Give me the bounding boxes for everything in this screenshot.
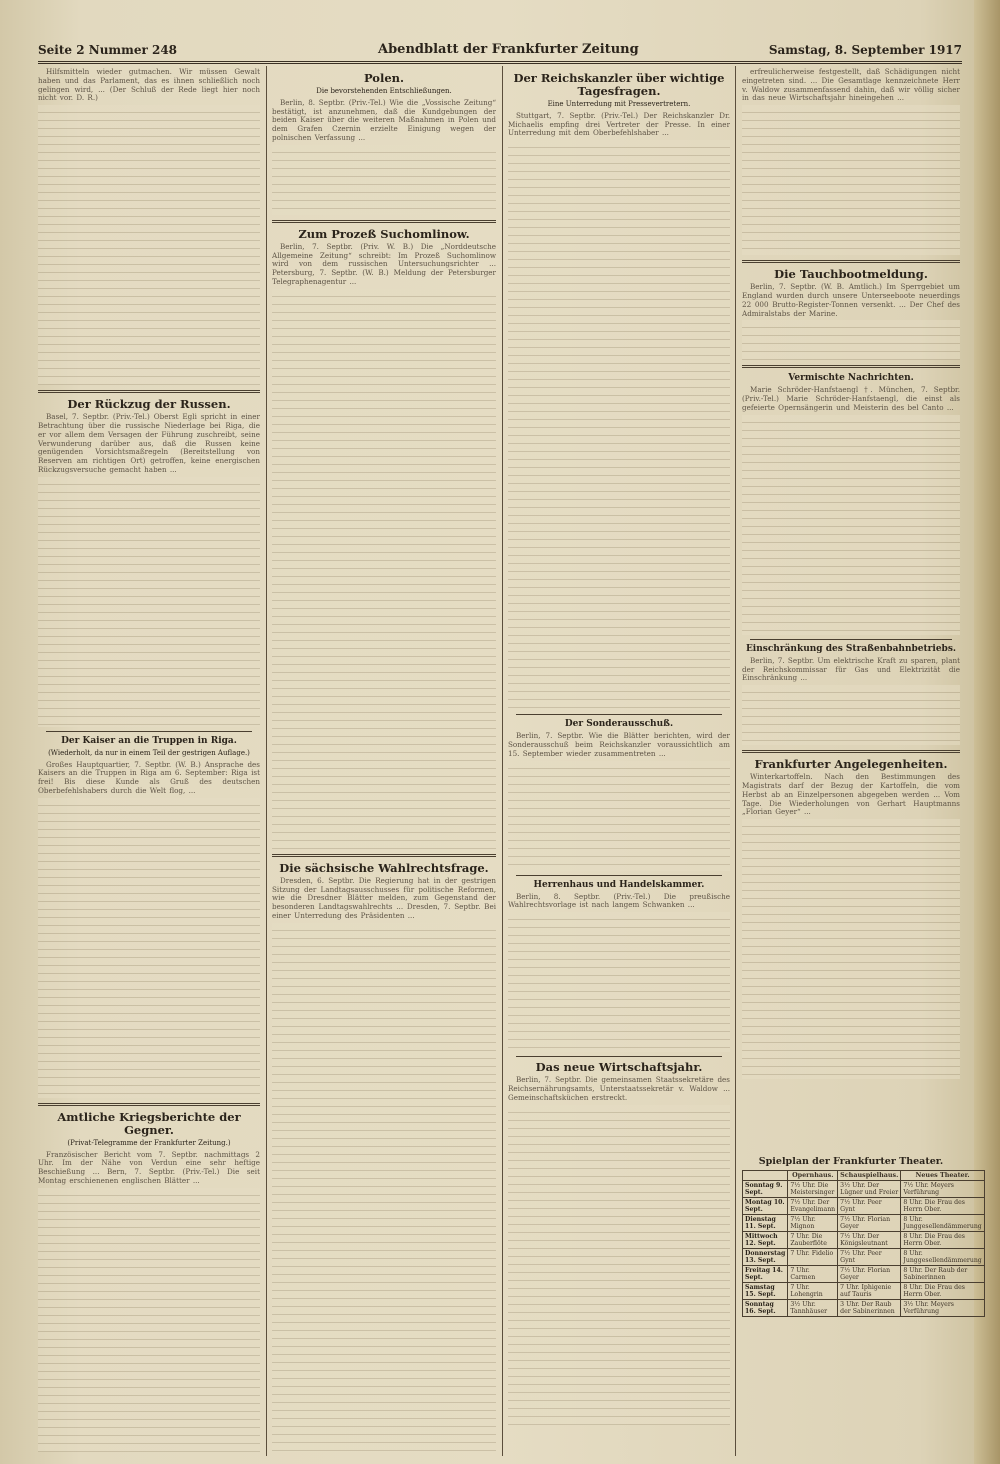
table-cell: 7½ Uhr. Florian Geyer (838, 1266, 901, 1283)
table-cell: 7 Uhr. Die Zauberflöte (788, 1232, 838, 1249)
text-lines (38, 477, 260, 727)
table-row (743, 1249, 985, 1266)
article-text: Berlin, 7. Septbr. Um elektrische Kraft zu sparen, plant der Reichskommissar für Gas und Elektrizität die Einschränkung ... (742, 655, 960, 683)
text-lines (508, 912, 730, 1052)
table-cell: Samstag 15. Sept. (743, 1283, 788, 1300)
text-lines (742, 415, 960, 635)
divider (750, 639, 952, 640)
table-cell: 7½ Uhr. Peer Gynt (838, 1249, 901, 1266)
text-lines (272, 923, 496, 1452)
divider (742, 365, 960, 368)
column-rule (266, 66, 267, 1456)
article-text: Stuttgart, 7. Septbr. (Priv.-Tel.) Der Reichskanzler Dr. Michaelis empfing drei Vertreter der Presse. In einer Unterredung mit dem Oberbefehlshaber ... (508, 110, 730, 138)
theater-schedule-title: Spielplan der Frankfurter Theater. (758, 1156, 944, 1167)
page-number: Seite 2 Nummer 248 (38, 43, 178, 57)
article-heading: Frankfurter Angelegenheiten. (754, 757, 948, 772)
column-2 (272, 68, 496, 1452)
table-row (743, 1266, 985, 1283)
table-row (743, 1232, 985, 1249)
article-text: Berlin, 7. Septbr. Die gemeinsamen Staatssekretäre des Reichsernährungsamts, Unterstaatssekretär v. Waldow ... Gemeinschaftsküchen erstreckt. (508, 1075, 730, 1102)
article-text: Berlin, 7. Septbr. Wie die Blätter berichten, wird der Sonderausschuß beim Reichskanzler voraussichtlich am 15. September wieder zusammentreten ... (508, 731, 730, 758)
text-lines (742, 105, 960, 255)
article-heading: Amtliche Kriegsberichte der Gegner. (57, 1109, 241, 1137)
table-cell: 8 Uhr. Junggesellendämmerung (901, 1249, 984, 1266)
table-cell: 7½ Uhr. Die Meistersinger (788, 1181, 838, 1198)
text-lines (38, 1188, 260, 1452)
text-lines (272, 289, 496, 849)
article-text: Hilfsmitteln wieder gutmachen. Wir müssen Gewalt haben und das Parlament, das es ihnen schließlich noch gelingen wird, ... (Der Schluß der Rede liegt hier noch nicht vor. D. R.) (38, 68, 260, 103)
divider (272, 220, 496, 223)
article-heading: Der Sonderausschuß. (564, 719, 674, 730)
article-heading: Der Rückzug der Russen. (67, 397, 231, 412)
table-cell: 7½ Uhr. Meyers Verführung (901, 1181, 984, 1198)
table-cell: 8 Uhr. Junggesellendämmerung (901, 1215, 984, 1232)
divider (516, 714, 722, 715)
article-heading: Vermischte Nachrichten. (788, 373, 914, 384)
text-lines (742, 819, 960, 1079)
column-header: Schauspielhaus. (838, 1171, 901, 1181)
table-cell: 8 Uhr. Die Frau des Herrn Ober. (901, 1283, 984, 1300)
table-cell: 7½ Uhr. Der Evangelimann (788, 1198, 838, 1215)
text-lines (742, 320, 960, 360)
column-1 (38, 68, 260, 1452)
article-heading: Polen. (363, 71, 405, 85)
column-header: Neues Theater. (901, 1171, 984, 1181)
table-cell: Sonntag 16. Sept. (743, 1300, 788, 1317)
table-cell: 7½ Uhr. Mignon (788, 1215, 838, 1232)
column-header (743, 1171, 788, 1181)
table-cell: Mittwoch 12. Sept. (743, 1232, 788, 1249)
column-rule (735, 66, 736, 1456)
table-cell: Sonntag 9. Sept. (743, 1181, 788, 1198)
divider (516, 1056, 722, 1057)
article-heading: Herrenhaus und Handelskammer. (533, 879, 705, 890)
table-cell: 7 Uhr. Iphigenie auf Tauris (838, 1283, 901, 1300)
page-header (38, 41, 962, 64)
table-cell: Freitag 14. Sept. (743, 1266, 788, 1283)
divider (38, 1103, 260, 1106)
text-lines (38, 798, 260, 1098)
newspaper-title: Abendblatt der Frankfurter Zeitung (378, 42, 639, 57)
table-row (743, 1198, 985, 1215)
table-row (743, 1181, 985, 1198)
divider (46, 731, 252, 732)
article-heading: Die Tauchbootmeldung. (774, 267, 928, 282)
article-text: Winterkartoffeln. Nach den Bestimmungen des Magistrats darf der Bezug der Kartoffeln, die vom Herbst ab an Einzelpersonen abgegeben werden ... Vom Tage. Die Wiederholungen von Gerhart Hauptmanns „Florian Geyer“ ... (742, 772, 960, 817)
text-lines (272, 145, 496, 215)
column-rule (502, 66, 503, 1456)
table-cell: 3½ Uhr. Meyers Verführung (901, 1300, 984, 1317)
column-4 (742, 68, 960, 1148)
text-lines (508, 761, 730, 871)
article-text: Berlin, 8. Septbr. (Priv.-Tel.) Wie die „Vossische Zeitung“ bestätigt, ist anzunehmen, daß die Kundgebungen der beiden Kaiser über die weiteren Maßnahmen in Polen und dem Grafen Czernin erzielte Einigung wegen der polnischen Verfassung ... (272, 97, 496, 142)
table-row (743, 1283, 985, 1300)
article-text: erfreulicherweise festgestellt, daß Schädigungen nicht eingetreten sind. ... Die Gesamtlage kennzeichnete Herr v. Waldow zusammenfassend dahin, daß wir völlig sicher in das neue Wirtschaftsjahr hineingehen ... (742, 68, 960, 103)
table-cell: 7½ Uhr. Florian Geyer (838, 1215, 901, 1232)
divider (516, 875, 722, 876)
table-cell: Montag 10. Sept. (743, 1198, 788, 1215)
table-cell: 7 Uhr. Carmen (788, 1266, 838, 1283)
article-subheading: Eine Unterredung mit Pressevertretern. (547, 100, 691, 108)
article-text: Berlin, 7. Septbr. (Priv. W. B.) Die „Norddeutsche Allgemeine Zeitung“ schreibt: Im Prozeß Suchomlinow wird von dem russischen Untersuchungsrichter ... Petersburg, 7. Septbr. (W. B.) Meldung der Petersburger Telegraphenagentur ... (272, 241, 496, 286)
article-heading: Das neue Wirtschaftsjahr. (535, 1060, 703, 1075)
divider (38, 390, 260, 393)
table-cell: 3 Uhr. Der Raub der Sabinerinnen (838, 1300, 901, 1317)
table-cell: 3½ Uhr. Der Lügner und Freier (838, 1181, 901, 1198)
table-cell: 3½ Uhr. Tannhäuser (788, 1300, 838, 1317)
article-heading: Die sächsische Wahlrechtsfrage. (279, 860, 489, 875)
table-row (743, 1215, 985, 1232)
table-cell: 8 Uhr. Die Frau des Herrn Ober. (901, 1232, 984, 1249)
text-lines (742, 685, 960, 745)
article-text: Marie Schröder-Hanfstaengl †. München, 7. Septbr. (Priv.-Tel.) Marie Schröder-Hanfstaengl, die einst als gefeierte Opernsängerin und Meisterin des bel Canto ... (742, 385, 960, 412)
divider (742, 260, 960, 263)
article-subheading: Die bevorstehenden Entschließungen. (316, 87, 452, 95)
divider (742, 750, 960, 753)
text-lines (38, 105, 260, 385)
article-text: Basel, 7. Septbr. (Priv.-Tel.) Oberst Egli spricht in einer Betrachtung über die russische Niederlage bei Riga, die er vor allem dem Versagen der Führung zuschreibt, seine Verwunderung darüber aus, daß die Russen keine genügenden Vorsichtsmaßregeln (Bereitstellung von Reserven am richtigen Ort) getroffen, keine energischen Rückzugsversuche gemacht haben ... (38, 412, 260, 474)
article-text: Dresden, 6. Septbr. Die Regierung hat in der gestrigen Sitzung der Landtagsausschusses für politische Reformen, wie die Dresdner Blätter melden, zum Gegenstand der besonderen Landtagswahlrechts ... Dresden, 7. Septbr. Bei einer Unterredung des Präsidenten ... (272, 875, 496, 920)
table-cell: 7 Uhr. Fidelio (788, 1249, 838, 1266)
table-cell: 7½ Uhr. Peer Gynt (838, 1198, 901, 1215)
table-cell: Donnerstag 13. Sept. (743, 1249, 788, 1266)
table-header-row (743, 1171, 985, 1181)
theater-schedule-table (742, 1170, 985, 1317)
column-header: Opernhaus. (788, 1171, 838, 1181)
text-lines (508, 1105, 730, 1425)
table-cell: 7 Uhr. Lohengrin (788, 1283, 838, 1300)
column-3 (508, 68, 730, 1452)
article-heading: Einschränkung des Straßenbahnbetriebs. (745, 643, 957, 654)
article-heading: Der Kaiser an die Truppen in Riga. (61, 735, 237, 746)
article-subheading: (Privat-Telegramme der Frankfurter Zeitung.) (67, 1138, 231, 1147)
article-text: Berlin, 8. Septbr. (Priv.-Tel.) Die preußische Wahlrechtsvorlage ist nach langem Schwanken ... (508, 891, 730, 910)
issue-date: Samstag, 8. September 1917 (768, 43, 962, 57)
text-lines (508, 140, 730, 710)
article-text: Berlin, 7. Septbr. (W. B. Amtlich.) Im Sperrgebiet um England wurden durch unsere Unterseeboote neuerdings 22 000 Brutto-Register-Tonnen versenkt. ... Der Chef des Admiralstabs der Marine. (742, 282, 960, 318)
article-text: Großes Hauptquartier, 7. Septbr. (W. B.) Ansprache des Kaisers an die Truppen in Riga am 6. September: Riga ist frei! Bis diese Kunde als Gruß des deutschen Oberbefehlshabers durch die Welt flog, ... (38, 759, 260, 795)
article-text: Französischer Bericht vom 7. Septbr. nachmittags 2 Uhr. Im der Nähe von Verdun eine sehr heftige Beschießung ... Bern, 7. Septbr. (Priv.-Tel.) Die seit Montag erschienenen englischen Blätter ... (38, 1149, 260, 1185)
table-cell: 7½ Uhr. Der Königsleutnant (838, 1232, 901, 1249)
article-subheading: (Wiederholt, da nur in einem Teil der gestrigen Auflage.) (48, 748, 250, 757)
table-cell: 8 Uhr. Die Frau des Herrn Ober. (901, 1198, 984, 1215)
article-heading: Zum Prozeß Suchomlinow. (298, 226, 470, 241)
table-row (743, 1300, 985, 1317)
article-heading: Der Reichskanzler über wichtige Tagesfragen. (513, 71, 725, 98)
divider (272, 854, 496, 857)
table-cell: 8 Uhr. Der Raub der Sabinerinnen (901, 1266, 984, 1283)
table-cell: Dienstag 11. Sept. (743, 1215, 788, 1232)
